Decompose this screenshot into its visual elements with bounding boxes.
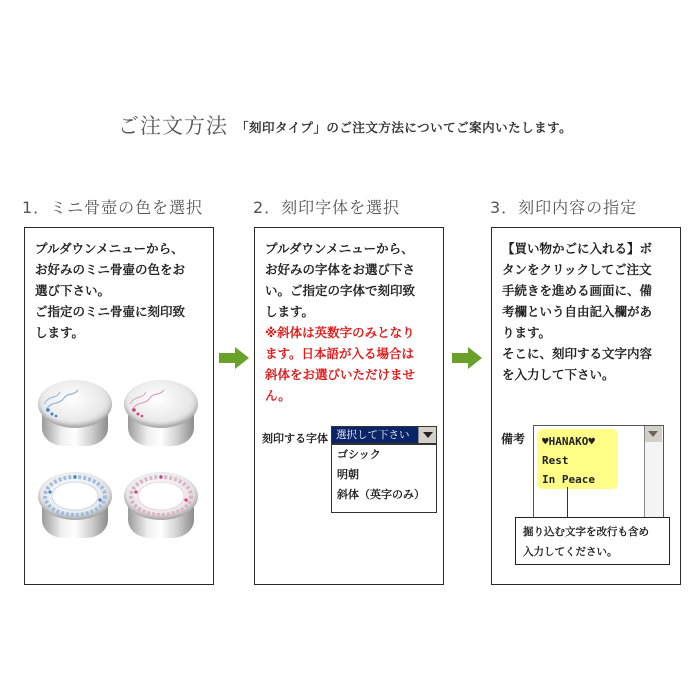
page-subtitle: 「刻印タイプ」のご注文方法についてご案内いたします。: [236, 120, 573, 135]
memo-scrollbar[interactable]: [644, 426, 663, 520]
step-1-text: [35, 238, 210, 343]
step-3-text: [502, 238, 677, 385]
memo-line: ♥HANAKO♥: [542, 435, 595, 448]
step-1-label: 1．ミニ骨壺の色を選択: [22, 198, 204, 217]
font-option-gothic[interactable]: ゴシック: [337, 448, 381, 461]
text-line: ります。: [502, 325, 552, 340]
text-line: 【買い物かごに入れる】ボ: [502, 241, 653, 256]
text-line: そこに、刻印する文字内容: [502, 346, 653, 361]
urn-image-pink-ring: [122, 470, 200, 542]
callout-line: 入力してください。: [523, 546, 618, 558]
text-line: タンをクリックしてご注文: [502, 262, 652, 277]
page-title: ご注文方法: [118, 114, 228, 138]
font-select[interactable]: [331, 426, 437, 444]
text-line: します。: [35, 325, 85, 340]
memo-line: Rest: [542, 454, 569, 467]
warning-line: ん。: [265, 388, 291, 403]
warning-line: ます。日本語が入る場合は: [265, 346, 415, 361]
text-line: プルダウンメニューから、: [35, 241, 184, 256]
text-line: ご指定のミニ骨壷に刻印致: [35, 304, 186, 319]
text-line: 考欄という自由記入欄があ: [502, 304, 653, 319]
warning-line: 斜体をお選びいただけませ: [265, 367, 416, 382]
text-line: を入力して下さい。: [502, 367, 615, 382]
font-options-list: [331, 444, 437, 513]
step-2-panel: [254, 227, 444, 585]
text-line: 選び下さい。: [35, 283, 111, 298]
arrow-right-icon: [452, 347, 482, 369]
callout-line: 掘り込む文字を改行も含め: [523, 526, 649, 538]
warning-line: ※斜体は英数字のみとなり: [265, 325, 415, 340]
text-line: い。ご指定の字体で刻印致: [265, 283, 416, 298]
text-line: お好みのミニ骨壷の色をお: [35, 262, 186, 277]
memo-callout: [515, 517, 670, 565]
text-line: 手続きを進める画面に、備: [502, 283, 653, 298]
text-line: お好みの字体をお選び下さ: [265, 262, 416, 277]
memo-content: [537, 429, 618, 489]
step-2-label: 2．刻印字体を選択: [253, 198, 401, 217]
chevron-down-icon: [648, 431, 658, 437]
step-2-text: [265, 238, 440, 406]
font-option-mincho[interactable]: 明朝: [337, 468, 359, 481]
urn-image-blue-swirl: [36, 378, 114, 450]
memo-line: In Peace: [542, 473, 595, 486]
font-select-value: 選択して下さい: [332, 427, 418, 443]
dropdown-button[interactable]: [418, 427, 436, 443]
step-3-label: 3．刻印内容の指定: [490, 198, 638, 217]
urn-image-pink-swirl: [122, 378, 200, 450]
callout-connector: [567, 487, 568, 518]
font-select-label: 刻印する字体: [262, 432, 328, 445]
memo-label: 備考: [501, 432, 526, 446]
text-line: します。: [265, 304, 315, 319]
font-option-italic[interactable]: 斜体（英字のみ）: [337, 488, 425, 501]
arrow-right-icon: [219, 347, 249, 369]
urn-image-blue-ring: [36, 470, 114, 542]
chevron-down-icon: [423, 432, 433, 438]
text-line: プルダウンメニューから、: [265, 241, 414, 256]
memo-textarea[interactable]: [533, 425, 664, 521]
scroll-button[interactable]: [645, 426, 662, 442]
